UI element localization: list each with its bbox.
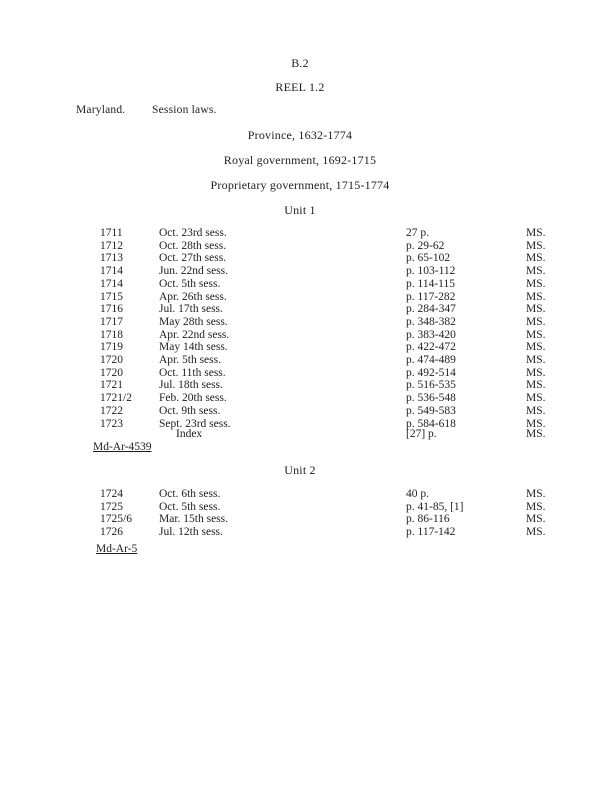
pages-cell: p. 284-347: [406, 303, 456, 316]
session-cell: Oct. 27th sess.: [159, 252, 227, 265]
session-cell: Oct. 9th sess.: [159, 404, 221, 417]
session-cell: Oct. 5th sess.: [159, 277, 221, 290]
form-cell: MS.: [526, 354, 546, 366]
pages-cell: p. 536-548: [406, 392, 456, 405]
table-row: [0, 291, 600, 304]
form-cell: MS.: [526, 239, 546, 252]
table-row: [0, 379, 600, 392]
year-cell: 1714: [100, 277, 123, 290]
session-cell: Oct. 6th sess.: [159, 488, 221, 500]
pages-cell: p. 65-102: [406, 252, 451, 265]
form-cell: MS.: [526, 526, 546, 539]
pages-cell: p. 516-535: [406, 379, 456, 392]
pages-cell: p. 117-142: [406, 526, 456, 539]
year-cell: 1711: [100, 227, 123, 239]
year-cell: 1723: [100, 417, 123, 430]
year-cell: 1720: [100, 354, 123, 366]
table-row: [0, 513, 600, 526]
table-row: [0, 405, 600, 418]
year-cell: 1719: [100, 341, 123, 354]
form-cell: MS.: [526, 265, 546, 278]
subtitle-province: Province, 1632-1774: [247, 128, 353, 142]
session-cell: Oct. 5th sess.: [159, 500, 221, 513]
table-row: [0, 316, 600, 329]
unit1-heading: Unit 1: [284, 203, 316, 217]
year-cell: 1725: [100, 500, 123, 513]
index-form: MS.: [526, 428, 546, 440]
table-row: [0, 367, 600, 380]
table-row: [0, 501, 600, 514]
form-cell: MS.: [526, 366, 546, 379]
session-cell: Oct. 11th sess.: [159, 366, 226, 379]
form-cell: MS.: [526, 488, 546, 500]
session-cell: Mar. 15th sess.: [159, 513, 228, 526]
pages-cell: p. 492-514: [406, 366, 456, 379]
form-cell: MS.: [526, 379, 546, 392]
pages-cell: p. 41-85, [1]: [406, 500, 464, 513]
pages-cell: p. 584-618: [406, 417, 456, 430]
year-cell: 1713: [100, 252, 123, 265]
year-cell: 1721: [100, 379, 123, 392]
table-row: [0, 526, 600, 539]
category-label: Session laws.: [152, 104, 217, 116]
session-cell: Apr. 26th sess.: [159, 290, 227, 303]
year-cell: 1724: [100, 488, 123, 500]
table-row: [0, 329, 600, 342]
state-label: Maryland.: [76, 104, 126, 116]
pages-cell: p. 422-472: [406, 341, 456, 354]
pages-cell: p. 474-489: [406, 354, 456, 366]
table-row: [0, 488, 600, 501]
form-cell: MS.: [526, 500, 546, 513]
index-row: [0, 428, 600, 441]
pages-cell: 40 p.: [406, 488, 429, 500]
table-row: [0, 354, 600, 367]
unit1-reel-id: Md-Ar-4539: [93, 441, 152, 453]
form-cell: MS.: [526, 227, 546, 239]
pages-cell: p. 348-382: [406, 315, 456, 328]
index-pages: [27] p.: [406, 428, 437, 440]
year-cell: 1717: [100, 315, 123, 328]
pages-cell: 27 p.: [406, 227, 429, 239]
year-cell: 1726: [100, 526, 123, 539]
session-cell: Jul. 17th sess.: [159, 303, 223, 316]
session-cell: Oct. 28th sess.: [159, 239, 227, 252]
pages-cell: p. 86-116: [406, 513, 450, 526]
form-cell: MS.: [526, 417, 546, 430]
unit2-reel-id: Md-Ar-5: [96, 543, 138, 555]
pages-cell: p. 549-583: [406, 404, 456, 417]
year-cell: 1715: [100, 290, 123, 303]
session-cell: May 14th sess.: [159, 341, 228, 354]
form-cell: MS.: [526, 303, 546, 316]
form-cell: MS.: [526, 252, 546, 265]
series-label: B.2: [291, 56, 309, 70]
year-cell: 1722: [100, 404, 123, 417]
form-cell: MS.: [526, 277, 546, 290]
year-cell: 1721/2: [100, 392, 132, 405]
table-row: [0, 227, 600, 240]
session-cell: Feb. 20th sess.: [159, 392, 227, 405]
subtitle-proprietary: Proprietary government, 1715-1774: [210, 178, 390, 192]
index-label: Index: [176, 428, 203, 440]
year-cell: 1716: [100, 303, 123, 316]
form-cell: MS.: [526, 341, 546, 354]
session-cell: Sept. 23rd sess.: [159, 417, 231, 430]
table-row: [0, 341, 600, 354]
session-cell: Jul. 12th sess.: [159, 526, 223, 539]
pages-cell: p. 114-115: [406, 277, 455, 290]
form-cell: MS.: [526, 315, 546, 328]
table-row: [0, 240, 600, 253]
pages-cell: p. 29-62: [406, 239, 445, 252]
session-cell: May 28th sess.: [159, 315, 228, 328]
session-cell: Oct. 23rd sess.: [159, 227, 227, 239]
table-row: [0, 252, 600, 265]
session-cell: Jul. 18th sess.: [159, 379, 223, 392]
form-cell: MS.: [526, 404, 546, 417]
form-cell: MS.: [526, 392, 546, 405]
table-row: [0, 392, 600, 405]
reel-label: REEL 1.2: [275, 80, 325, 94]
pages-cell: p. 103-112: [406, 265, 456, 278]
session-cell: Apr. 22nd sess.: [159, 328, 230, 341]
session-cell: Apr. 5th sess.: [159, 354, 221, 366]
year-cell: 1718: [100, 328, 123, 341]
form-cell: MS.: [526, 513, 546, 526]
subtitle-royal: Royal government, 1692-1715: [223, 153, 377, 167]
year-cell: 1714: [100, 265, 123, 278]
pages-cell: p. 117-282: [406, 290, 456, 303]
unit2-heading: Unit 2: [284, 463, 316, 477]
form-cell: MS.: [526, 328, 546, 341]
year-cell: 1712: [100, 239, 123, 252]
table-row: [0, 303, 600, 316]
form-cell: MS.: [526, 290, 546, 303]
year-cell: 1725/6: [100, 513, 132, 526]
pages-cell: p. 383-420: [406, 328, 456, 341]
table-row: [0, 265, 600, 278]
session-cell: Jun. 22nd sess.: [159, 265, 229, 278]
year-cell: 1720: [100, 366, 123, 379]
table-row: [0, 278, 600, 291]
